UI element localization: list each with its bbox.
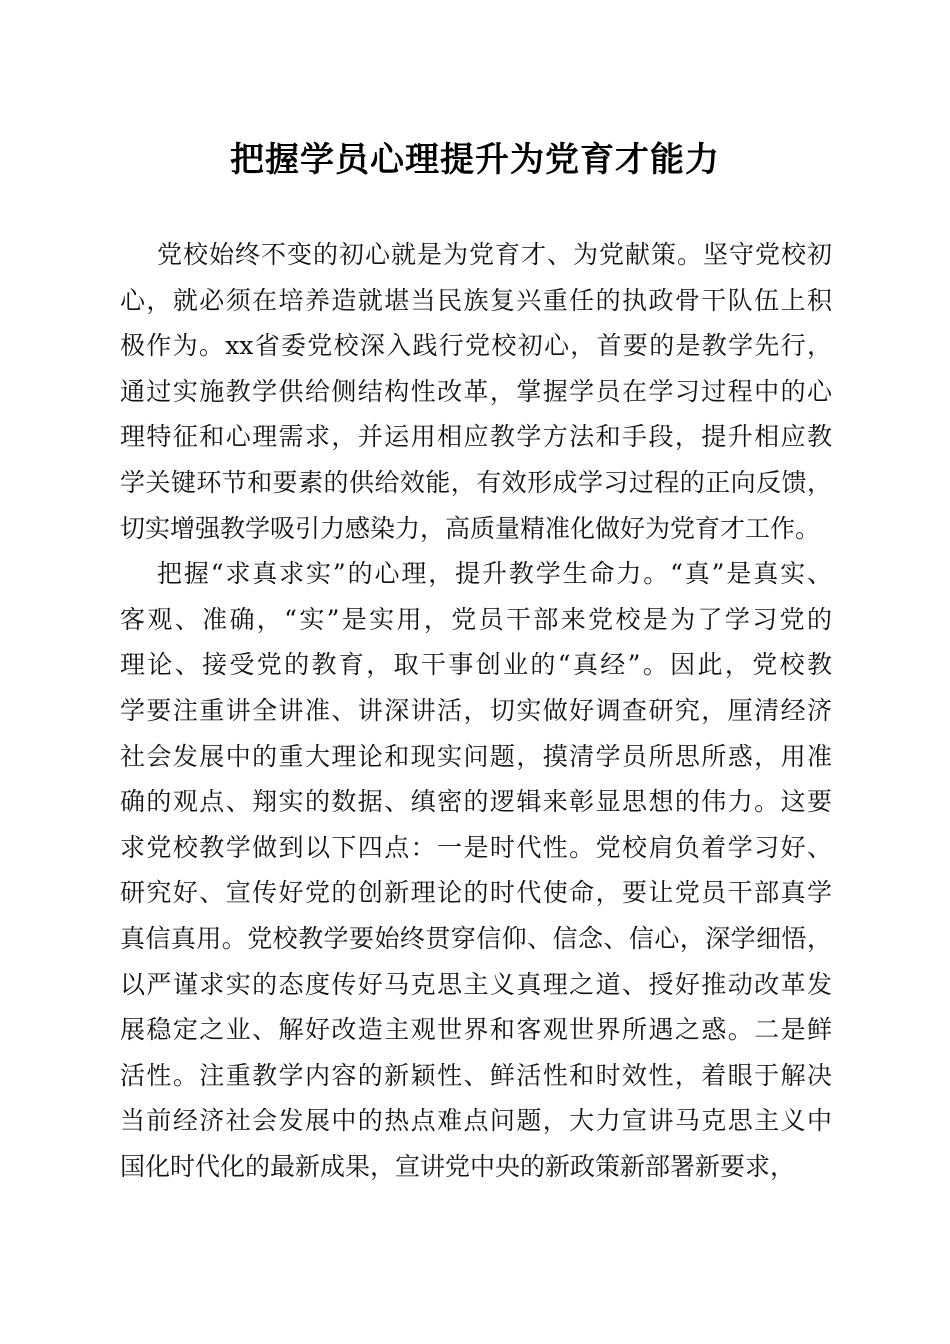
text-line: 研究好、宣传好党的创新理论的时代使命，要让党员干部真学	[120, 878, 832, 908]
text-line: 国化时代化的最新成果，宣讲党中央的新政策新部署新要求，	[120, 1151, 796, 1181]
text-line: 党校始终不变的初心就是为党育才、为党献策。坚守党校初	[157, 240, 832, 269]
text-line: 切实增强教学吸引力感染力，高质量精准化做好为党育才工作。	[120, 513, 821, 543]
text-line: 理论、接受党的教育，取干事创业的“真经”。因此，党校教	[120, 650, 832, 680]
document-body	[120, 232, 832, 1189]
page-title: 把握学员心理提升为党育才能力	[230, 140, 720, 180]
paragraph	[120, 551, 832, 1189]
text-line: 把握“求真求实”的心理，提升教学生命力。“真”是真实、	[157, 559, 832, 589]
text-line: 理特征和心理需求，并运用相应教学方法和手段，提升相应教	[120, 422, 832, 452]
text-line: 求党校教学做到以下四点：一是时代性。党校肩负着学习好、	[120, 832, 832, 862]
text-line: 通过实施教学供给侧结构性改革，掌握学员在学习过程中的心	[120, 376, 832, 406]
text-line: 真信真用。党校教学要始终贯穿信仰、信念、信心，深学细悟，	[120, 923, 832, 953]
paragraph	[120, 232, 832, 551]
text-line: 极作为。xx省委党校深入践行党校初心，首要的是教学先行，	[120, 331, 832, 361]
text-line: 心，就必须在培养造就堪当民族复兴重任的执政骨干队伍上积	[120, 285, 832, 315]
text-line: 以严谨求实的态度传好马克思主义真理之道、授好推动改革发	[120, 969, 832, 999]
text-line: 当前经济社会发展中的热点难点问题，大力宣讲马克思主义中	[120, 1106, 832, 1136]
text-line: 社会发展中的重大理论和现实问题，摸清学员所思所惑，用准	[120, 741, 832, 771]
text-line: 确的观点、翔实的数据、缜密的逻辑来彰显思想的伟力。这要	[120, 787, 832, 817]
text-line: 学要注重讲全讲准、讲深讲活，切实做好调查研究，厘清经济	[120, 695, 832, 725]
text-line: 展稳定之业、解好改造主观世界和客观世界所遇之惑。二是鲜	[120, 1015, 832, 1045]
text-line: 活性。注重教学内容的新颖性、鲜活性和时效性，着眼于解决	[120, 1060, 832, 1090]
text-line: 学关键环节和要素的供给效能，有效形成学习过程的正向反馈，	[120, 467, 832, 497]
text-line: 客观、准确，“实”是实用，党员干部来党校是为了学习党的	[120, 604, 832, 634]
